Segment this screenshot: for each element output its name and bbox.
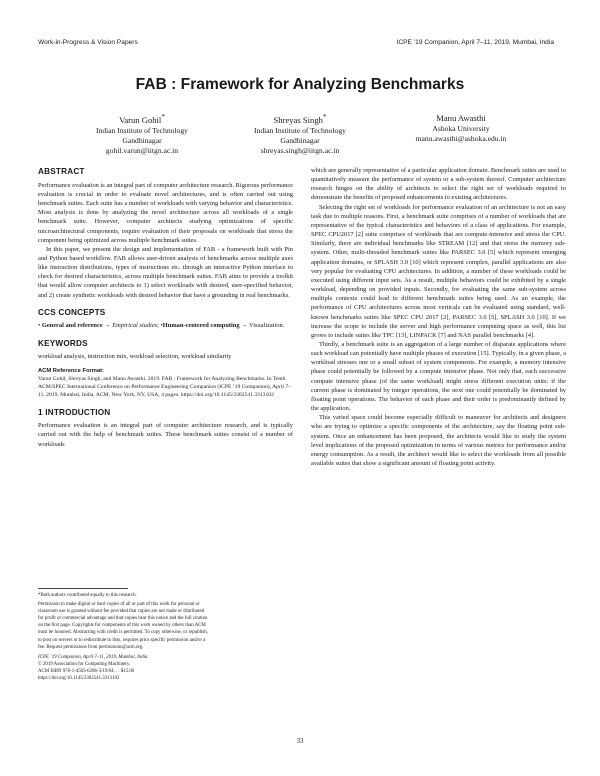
keywords-text: workload analysis, instruction mix, workload selection, workload similarity bbox=[38, 353, 232, 361]
permission-line: classroom use is granted without fee provided that copies are not made or distributed bbox=[38, 609, 205, 615]
running-header-right: ICPE ’19 Companion, April 7–11, 2019, Mumbai, India bbox=[396, 39, 554, 46]
author-city: Gandhinagar bbox=[122, 136, 162, 146]
equal-contribution-mark: * bbox=[322, 113, 327, 121]
author-email: manu.awasthi@ashoka.edu.in bbox=[415, 134, 507, 144]
ccs-concept-hci: Human-centered computing bbox=[162, 322, 240, 330]
author-block-3 bbox=[366, 113, 556, 144]
ccs-separator: ; • bbox=[157, 322, 163, 330]
page-number: 33 bbox=[296, 738, 304, 745]
conference-line: ICPE ’19 Companion, April 7–11, 2019, Mumbai, India bbox=[38, 654, 148, 660]
permission-line: Permission to make digital or hard copies of all or part of this work for personal or bbox=[38, 602, 200, 607]
introduction-heading: 1 INTRODUCTION bbox=[38, 407, 111, 417]
doi-link[interactable]: https://doi.org/10.1145/3302541.3313102 bbox=[38, 676, 120, 682]
ccs-concept-empirical: Empirical studies bbox=[112, 322, 158, 330]
ccs-arrow: → bbox=[102, 322, 113, 330]
paper-title: FAB : Framework for Analyzing Benchmarks bbox=[135, 76, 465, 93]
running-header-left: Work-in-Progress & Vision Papers bbox=[38, 39, 138, 46]
right-column bbox=[311, 166, 566, 468]
permission-line: for profit or commercial advantage and that copies bear this notice and the full citation bbox=[38, 616, 208, 622]
equal-contribution-mark: * bbox=[161, 113, 165, 121]
acm-reference-heading: ACM Reference Format: bbox=[38, 367, 105, 374]
copyright-line: © 2019 Association for Computing Machinery. bbox=[38, 661, 131, 667]
ccs-concepts: • General and reference → Empirical studies; •Human-centered computing → Visualization. bbox=[38, 322, 285, 330]
author-email: shreyas.singh@iitgn.ac.in bbox=[260, 146, 340, 156]
author-affiliation: Indian Institute of Technology bbox=[96, 126, 188, 136]
permission-line: to post on servers or to redistribute to lists, requires prior specific permission and/or a bbox=[38, 637, 206, 643]
author-name: Varun Gohil bbox=[119, 114, 162, 125]
introduction-paragraph-continued: which are generally representative of a particular application domain. Benchmark suites are used to quantitatively measure the performance of system or a sub-system thereof. Computer architecture research hinges on the ability of architects to select the right set of workloads required to demonstrate the benefits of proposed enhancements to existing architectures. bbox=[311, 167, 566, 202]
introduction-paragraph-3: Thirdly, a benchmark suite is an aggregation of a large number of disparate applications where each workload can potentially have multiple phases of execution [15]. Typically, in a given phase, a workload stresses one or a small subset of system components. For example, a memory intensive phase could potentially be followed by a compute intensive phase. Not only that, each successive compute intensive phase (of the same workload) might stress different execution units: if the current phase is dominated by integer operations, the next one could potentially be dominated by floating point operations. The behavior of each phase and their order is predominantly defined by the application. bbox=[311, 340, 566, 413]
permission-block bbox=[38, 601, 293, 682]
left-column bbox=[38, 166, 293, 449]
introduction-paragraph-1: Performance evaluation is an integral part of computer architecture research, and is typically carried out with the help of benchmark suites. These benchmark suites consist of a number of workloads bbox=[38, 422, 293, 448]
author-city: Gandhinagar bbox=[280, 136, 320, 146]
permission-notice bbox=[38, 601, 293, 651]
author-affiliation: Indian Institute of Technology bbox=[254, 126, 346, 136]
permission-line: on the first page. Copyrights for components of this work owned by others than ACM bbox=[38, 623, 206, 629]
author-email: gohil.varun@iitgn.ac.in bbox=[105, 146, 179, 156]
publication-info bbox=[38, 654, 293, 682]
author-affiliation: Ashoka University bbox=[432, 124, 490, 134]
abstract-paragraph-1: Performance evaluation is an integral part of computer architecture research. Rigorous performance evaluation is crucial in order to evaluate novel architectures, and is often carried out using benchmark suites. Each suite has a number of workloads with varying behavior and characteristics. Most analysis is done by analyzing the novel architecture across all workloads of a single benchmark suite. However, computer architects studying optimizations of specific microarchitectural components, require evaluation of their proposals on workloads that stress the component being optimized across multiple benchmark suites. bbox=[38, 181, 293, 244]
abstract-heading: ABSTRACT bbox=[38, 167, 85, 176]
abstract-paragraph-2: In this paper, we present the design and implementation of FAB - a framework built with Pin and Python based workflow. FAB allows user-driven analysis of benchmarks across multiple axes like instruction distributions, types of instructions etc. through an interactive Python interface to check for desired characteristics, across multiple benchmark suites. FAB aims to provide a toolkit that would allow computer architects to 1) select workloads with desired, user-specified behavior, and 2) create synthetic workloads with desired behavior that have a grounding in real benchmarks. bbox=[38, 245, 293, 299]
introduction-paragraph-4: This varied space could become especially difficult to maneuver for architects and designers who are trying to optimize a specific components of the architecture, say the floating point sub-system. Once an enhancement has been proposed, the architects would like to study the system level implications of the proposed optimization in terms of various metrics for performance and/or energy consumption. As a result, the architect would like to select the workloads from all possible available suites that show a significant amount of floating point activity. bbox=[311, 414, 566, 467]
ccs-concept-tail: → Visualization. bbox=[239, 322, 285, 330]
ccs-heading: CCS CONCEPTS bbox=[38, 307, 106, 317]
author-footnote: *Both authors contributed equally to this research. bbox=[38, 588, 128, 599]
permission-line: must be honored. Abstracting with credit is permitted. To copy otherwise, or republish, bbox=[38, 630, 208, 636]
ccs-concept-general: General and reference bbox=[41, 322, 103, 330]
author-name: Manu Awasthi bbox=[436, 113, 486, 123]
author-name: Shreyas Singh bbox=[273, 114, 323, 125]
acm-reference-text: Varun Gohil, Shreyas Singh, and Manu Awasthi. 2019. FAB : Framework for Analyzing Benchmarks. In Tenth ACM/SPEC International Conference on Performance Engineering Companion (ICPE ’19 Companion), April 7– 11, 2019, Mumbai, India. ACM, New York, NY, USA, 4 pages. https://doi.org/10.1145/3302541.3313102 bbox=[38, 375, 291, 398]
permission-line: fee. Request permissions from permissions@acm.org. bbox=[38, 644, 144, 650]
keywords-heading: KEYWORDS bbox=[38, 338, 88, 348]
introduction-paragraph-2: Selecting the right set of workloads for performance evaluation of an architecture is not an easy task due to multiple reasons. First, a benchmark suite comprises of a number of workloads that are representative of the typical characteristics and behaviors of a class of applications. For example, SPEC CPU2017 [2] suite comprises of workloads that are compute-intensive and stress the CPU. Similarly, there are individual benchmarks like STREAM [12] and that stress the memory sub-system. Other, multi-threaded benchmark suites like PARSEC 3.0 [5] which represent emerging application domains, or SPLASH 3.0 [10] which represent complex, parallel applications are also very popular for evaluating CPU architectures. In addition, a number of these workloads could be executed using different input sets. As a result, multiple behaviors could be exhibited by a single workload, depending on provided inputs. Secondly, for evaluating the same sub-system across multiple contexts could lead to different benchmark suites being used. As an example, the performance of CPU architectures across most verticals can be evaluated using standard, well-known benchmarks suites like SPEC CPU 2017 [2], PARSEC 3.0 [5], SPLASH 3.0 [10]. If we increase the scope to include the server and high performance computing space as well, this list grows to include suites like TPC [13], LINPACK [7] and NAS parallel benchmarks [4]. bbox=[311, 203, 566, 339]
isbn-line: ACM ISBN 978-1-4503-6286-3/19/04. . . $15.00 bbox=[38, 668, 135, 674]
